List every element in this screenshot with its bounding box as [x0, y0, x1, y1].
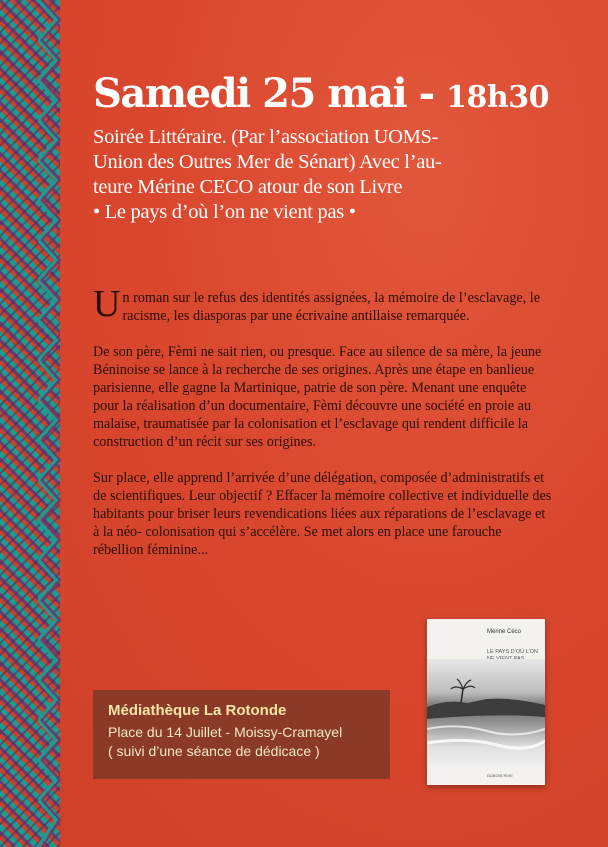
venue-address: Place du 14 Juillet - Moissy-Cramayel	[108, 724, 343, 740]
event-date: Samedi 25 mai	[93, 70, 407, 117]
book-cover-image	[427, 619, 545, 785]
title-separator: -	[406, 70, 447, 117]
intro-line: Union des Outres Mer de Sénart) Avec l’au-	[93, 151, 442, 173]
paragraph-text: n roman sur le refus des identités assignées, la mémoire de l’esclavage, le racisme, les diasporas par une écrivaine antillaise remarquée.	[122, 290, 541, 324]
drop-cap: U	[93, 283, 121, 325]
book-title-line: • Le pays d’où l’on ne vient pas •	[93, 201, 356, 223]
venue-note: ( suivi d’une séance de dédicace )	[108, 743, 320, 759]
intro-line: teure Mérine CECO atour de son Livre	[93, 176, 403, 198]
book-description	[93, 283, 553, 577]
event-time: 18h30	[446, 80, 549, 115]
zigzag-edge-decoration	[38, 0, 78, 847]
book-cover-photo	[427, 659, 545, 769]
venue-box	[93, 690, 390, 779]
book-cover-publisher: DUBOIS RIVE	[487, 773, 513, 778]
event-intro	[93, 125, 543, 225]
description-paragraph: Sur place, elle apprend l’arrivée d’une délégation, composée d’administratifs et de scientifiques. Leur objectif ? Effacer la mémoire collective et individuelle des habitants pour briser leurs revendications liées aux réparations de l’esclavage et à la néo- colonisation qui s’accélère. Se met alors en place une farouche rébellion féminine...	[93, 470, 552, 558]
book-cover-title: LE PAYS D’OÙ L’ON	[487, 649, 538, 655]
description-paragraph	[93, 283, 553, 325]
description-paragraph: De son père, Fèmi ne sait rien, ou presque. Face au silence de sa mère, la jeune Béninoise se lance à la recherche de ses origines. Après une étape en banlieue parisienne, elle gagne la Martinique, patrie de son père. Menant une enquête pour la réalisation d’un documentaire, Fèmi découvre une société en proie au malaise, traumatisée par la colonisation et l’esclavage qui rendent difficile la construction d’un récit sur ses origines.	[93, 344, 542, 450]
intro-line: Soirée Littéraire. (Par l’association UOMS-	[93, 126, 439, 148]
book-cover-author: Mérine Céco	[487, 629, 522, 635]
event-date-title	[93, 70, 549, 117]
venue-name: Médiathèque La Rotonde	[108, 702, 287, 719]
palm-tree-icon	[427, 659, 545, 769]
